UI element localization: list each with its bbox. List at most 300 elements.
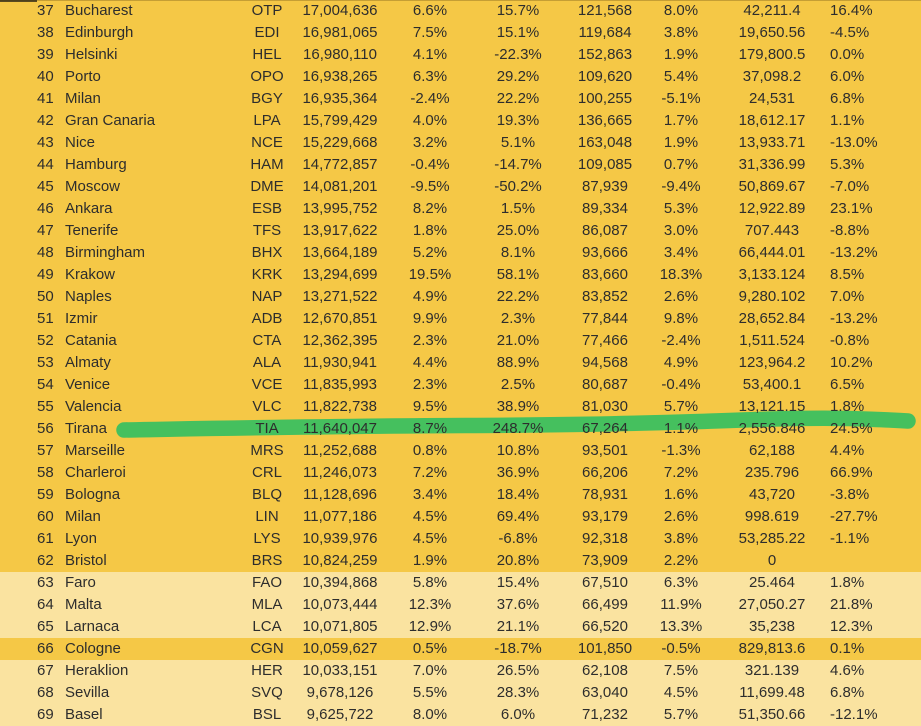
cell-value2[interactable]: 77,844 (582, 310, 628, 327)
cell-pct4[interactable]: -1.1% (830, 530, 870, 547)
cell-rank[interactable]: 42 (37, 112, 54, 129)
cell-value3[interactable]: 1,511.524 (739, 332, 805, 349)
cell-rank[interactable]: 38 (37, 24, 54, 41)
cell-pct4[interactable]: 7.0% (830, 288, 865, 305)
cell-city[interactable]: Tirana (65, 420, 107, 437)
cell-city[interactable]: Lyon (65, 530, 97, 547)
cell-airport-code[interactable]: TIA (255, 420, 279, 437)
cell-value3[interactable]: 13,933.71 (738, 134, 806, 151)
cell-airport-code[interactable]: ALA (252, 354, 282, 371)
cell-value3[interactable]: 829,813.6 (738, 640, 806, 657)
cell-pct2[interactable]: 37.6% (496, 596, 540, 613)
cell-airport-code[interactable]: FAO (251, 574, 282, 591)
cell-pct2[interactable]: 22.2% (496, 90, 540, 107)
cell-city[interactable]: Charleroi (65, 464, 126, 481)
cell-pct3[interactable]: 0.7% (663, 156, 699, 173)
cell-pct4[interactable]: 6.0% (830, 68, 865, 85)
cell-value1[interactable]: 10,394,868 (302, 574, 378, 591)
cell-pct4[interactable]: 0.1% (830, 640, 865, 657)
cell-pct4[interactable]: -0.8% (830, 332, 870, 349)
cell-rank[interactable]: 67 (37, 662, 54, 679)
cell-value2[interactable]: 119,684 (578, 24, 632, 41)
cell-rank[interactable]: 41 (37, 90, 54, 107)
cell-pct4[interactable]: 1.1% (830, 112, 865, 129)
cell-pct3[interactable]: 18.3% (659, 266, 703, 283)
cell-value2[interactable]: 66,206 (582, 464, 628, 481)
cell-pct4[interactable]: 1.8% (830, 574, 865, 591)
cell-pct2[interactable]: 38.9% (496, 398, 540, 415)
cell-pct2[interactable]: 21.1% (496, 618, 540, 635)
cell-pct4[interactable] (830, 550, 921, 572)
cell-airport-code[interactable]: BLQ (251, 486, 282, 503)
cell-airport-code[interactable]: MRS (250, 442, 284, 459)
cell-city[interactable]: Naples (65, 288, 112, 305)
cell-pct1[interactable]: 1.9% (412, 552, 448, 569)
cell-value1[interactable]: 11,822,738 (303, 398, 377, 415)
cell-value1[interactable]: 10,033,151 (302, 662, 378, 679)
cell-airport-code[interactable]: LPA (253, 112, 281, 129)
cell-pct2[interactable]: -14.7% (494, 156, 542, 173)
cell-value1[interactable]: 17,004,636 (302, 2, 378, 19)
cell-city[interactable]: Tenerife (65, 222, 119, 239)
cell-pct3[interactable]: -0.5% (661, 640, 701, 657)
cell-pct1[interactable]: 5.8% (412, 574, 448, 591)
cell-airport-code[interactable]: BSL (252, 706, 282, 723)
cell-city[interactable]: Almaty (65, 354, 111, 371)
cell-rank[interactable]: 57 (37, 442, 54, 459)
cell-pct1[interactable]: 4.5% (412, 508, 448, 525)
cell-value3[interactable]: 123,964.2 (738, 354, 806, 371)
cell-value1[interactable]: 14,081,201 (302, 178, 378, 195)
cell-value3[interactable]: 62,188 (749, 442, 795, 459)
cell-rank[interactable]: 51 (37, 310, 54, 327)
cell-pct2[interactable]: -50.2% (494, 178, 542, 195)
cell-pct2[interactable]: 69.4% (496, 508, 540, 525)
cell-pct1[interactable]: 4.1% (412, 46, 448, 63)
cell-pct4[interactable]: -13.2% (830, 310, 878, 327)
cell-pct1[interactable]: 9.5% (412, 398, 448, 415)
cell-rank[interactable]: 55 (37, 398, 54, 415)
cell-pct1[interactable]: -2.4% (410, 90, 450, 107)
cell-value3[interactable]: 179,800.5 (738, 46, 806, 63)
cell-value3[interactable]: 27,050.27 (738, 596, 806, 613)
cell-value1[interactable]: 10,939,976 (302, 530, 378, 547)
cell-pct3[interactable]: 7.5% (663, 662, 699, 679)
cell-pct3[interactable]: -1.3% (661, 442, 701, 459)
cell-value3[interactable]: 51,350.66 (738, 706, 806, 723)
cell-value2[interactable]: 83,660 (582, 266, 628, 283)
cell-value1[interactable]: 11,835,993 (303, 376, 377, 393)
cell-pct2[interactable]: 88.9% (496, 354, 540, 371)
cell-value2[interactable]: 93,179 (582, 508, 628, 525)
cell-pct2[interactable]: 15.4% (496, 574, 540, 591)
cell-pct4[interactable]: -8.8% (830, 222, 870, 239)
cell-value1[interactable]: 13,294,699 (302, 266, 378, 283)
cell-pct2[interactable]: 20.8% (496, 552, 540, 569)
cell-pct4[interactable]: 6.8% (830, 90, 865, 107)
cell-city[interactable]: Catania (65, 332, 117, 349)
cell-city[interactable]: Larnaca (65, 618, 120, 635)
cell-pct1[interactable]: 5.5% (412, 684, 448, 701)
cell-value3[interactable]: 235.796 (744, 464, 800, 481)
cell-value2[interactable]: 80,687 (582, 376, 628, 393)
cell-city[interactable]: Nice (65, 134, 96, 151)
cell-airport-code[interactable]: NCE (251, 134, 283, 151)
cell-rank[interactable]: 54 (37, 376, 54, 393)
cell-airport-code[interactable]: LIN (255, 508, 279, 525)
cell-pct1[interactable]: 0.5% (412, 640, 448, 657)
cell-pct3[interactable]: 3.4% (663, 244, 699, 261)
cell-rank[interactable]: 69 (37, 706, 54, 723)
cell-rank[interactable]: 44 (37, 156, 54, 173)
cell-value3[interactable]: 53,400.1 (742, 376, 802, 393)
cell-pct1[interactable]: 8.2% (412, 200, 448, 217)
cell-value2[interactable]: 100,255 (577, 90, 633, 107)
cell-value2[interactable]: 73,909 (582, 552, 628, 569)
cell-pct1[interactable]: 3.2% (412, 134, 448, 151)
cell-pct3[interactable]: -2.4% (661, 332, 701, 349)
cell-pct2[interactable]: 5.1% (500, 134, 536, 151)
cell-value1[interactable]: 11,252,688 (303, 442, 377, 459)
cell-pct2[interactable]: 18.4% (496, 486, 540, 503)
cell-airport-code[interactable]: KRK (251, 266, 283, 283)
cell-pct4[interactable]: -13.0% (830, 134, 878, 151)
cell-value3[interactable]: 12,922.89 (738, 200, 806, 217)
cell-airport-code[interactable]: MLA (251, 596, 283, 613)
cell-value1[interactable]: 10,071,805 (302, 618, 378, 635)
cell-pct3[interactable]: 1.7% (663, 112, 699, 129)
cell-value3[interactable]: 53,285.22 (738, 530, 806, 547)
cell-rank[interactable]: 45 (37, 178, 54, 195)
cell-pct3[interactable]: -9.4% (661, 178, 701, 195)
cell-airport-code[interactable]: LCA (252, 618, 282, 635)
cell-pct1[interactable]: 4.5% (412, 530, 448, 547)
cell-value1[interactable]: 11,077,186 (303, 508, 377, 525)
cell-pct4[interactable]: -4.5% (830, 24, 870, 41)
cell-value1[interactable]: 16,938,265 (302, 68, 378, 85)
cell-airport-code[interactable]: EDI (254, 24, 280, 41)
cell-airport-code[interactable]: NAP (251, 288, 283, 305)
cell-value3[interactable]: 2,556.846 (738, 420, 806, 437)
cell-value2[interactable]: 78,931 (582, 486, 628, 503)
cell-value1[interactable]: 11,246,073 (303, 464, 377, 481)
cell-value1[interactable]: 11,640,047 (303, 420, 377, 437)
cell-pct3[interactable]: 2.6% (663, 288, 699, 305)
cell-value3[interactable]: 31,336.99 (738, 156, 806, 173)
cell-airport-code[interactable]: CGN (250, 640, 284, 657)
cell-pct4[interactable]: 24.5% (830, 420, 873, 437)
cell-pct2[interactable]: -18.7% (494, 640, 542, 657)
cell-value2[interactable]: 89,334 (582, 200, 628, 217)
cell-pct3[interactable]: 1.1% (663, 420, 699, 437)
cell-pct3[interactable]: -0.4% (661, 376, 701, 393)
cell-pct4[interactable]: 6.8% (830, 684, 865, 701)
cell-city[interactable]: Izmir (65, 310, 98, 327)
cell-value3[interactable]: 11,699.48 (739, 684, 805, 701)
cell-value2[interactable]: 163,048 (577, 134, 633, 151)
cell-pct2[interactable]: -22.3% (494, 46, 542, 63)
cell-value3[interactable]: 18,612.17 (738, 112, 806, 129)
cell-pct4[interactable]: 5.3% (830, 156, 865, 173)
cell-airport-code[interactable]: HAM (250, 156, 284, 173)
cell-pct2[interactable]: 28.3% (496, 684, 540, 701)
cell-value1[interactable]: 13,995,752 (302, 200, 378, 217)
cell-rank[interactable]: 52 (37, 332, 54, 349)
cell-pct4[interactable]: -7.0% (830, 178, 870, 195)
cell-pct1[interactable]: 12.3% (408, 596, 452, 613)
cell-pct2[interactable]: 25.0% (496, 222, 540, 239)
cell-value1[interactable]: 10,059,627 (302, 640, 378, 657)
cell-rank[interactable]: 68 (37, 684, 54, 701)
cell-pct4[interactable]: 4.4% (830, 442, 865, 459)
cell-city[interactable]: Milan (65, 508, 101, 525)
cell-value1[interactable]: 16,935,364 (302, 90, 378, 107)
cell-airport-code[interactable]: BGY (251, 90, 283, 107)
cell-rank[interactable]: 60 (37, 508, 54, 525)
cell-value1[interactable]: 12,670,851 (302, 310, 378, 327)
cell-airport-code[interactable]: OTP (251, 2, 283, 19)
cell-airport-code[interactable]: VLC (252, 398, 282, 415)
cell-rank[interactable]: 40 (37, 68, 54, 85)
cell-city[interactable]: Milan (65, 90, 101, 107)
cell-pct1[interactable]: 5.2% (412, 244, 448, 261)
cell-pct1[interactable]: 6.6% (412, 2, 448, 19)
cell-city[interactable]: Hamburg (65, 156, 127, 173)
cell-value2[interactable]: 87,939 (582, 178, 628, 195)
cell-pct1[interactable]: 4.9% (412, 288, 448, 305)
cell-value2[interactable]: 101,850 (577, 640, 633, 657)
cell-rank[interactable]: 66 (37, 640, 54, 657)
cell-pct4[interactable]: -3.8% (830, 486, 870, 503)
cell-value1[interactable]: 11,930,941 (303, 354, 377, 371)
cell-pct1[interactable]: -0.4% (410, 156, 450, 173)
cell-pct2[interactable]: 19.3% (496, 112, 540, 129)
cell-value2[interactable]: 136,665 (577, 112, 633, 129)
cell-pct3[interactable]: 3.8% (663, 24, 699, 41)
cell-pct3[interactable]: 1.9% (663, 134, 699, 151)
cell-city[interactable]: Basel (65, 706, 103, 723)
cell-value3[interactable]: 707.443 (744, 222, 800, 239)
cell-value1[interactable]: 14,772,857 (302, 156, 378, 173)
cell-city[interactable]: Porto (65, 68, 101, 85)
cell-pct4[interactable]: 21.8% (830, 596, 873, 613)
cell-pct1[interactable]: 0.8% (412, 442, 448, 459)
cell-value1[interactable]: 9,625,722 (306, 706, 374, 723)
cell-pct3[interactable]: 4.9% (663, 354, 699, 371)
cell-value3[interactable]: 42,211.4 (743, 2, 801, 19)
cell-pct2[interactable]: 8.1% (500, 244, 536, 261)
cell-pct4[interactable]: 12.3% (830, 618, 873, 635)
cell-airport-code[interactable]: TFS (252, 222, 282, 239)
cell-pct4[interactable]: 16.4% (830, 2, 873, 19)
cell-pct1[interactable]: 8.0% (412, 706, 448, 723)
cell-rank[interactable]: 62 (37, 552, 54, 569)
cell-value1[interactable]: 12,362,395 (302, 332, 378, 349)
cell-pct1[interactable]: 8.7% (412, 420, 448, 437)
cell-value1[interactable]: 9,678,126 (306, 684, 374, 701)
cell-value3[interactable]: 9,280.102 (738, 288, 806, 305)
cell-rank[interactable]: 43 (37, 134, 54, 151)
cell-rank[interactable]: 65 (37, 618, 54, 635)
cell-value2[interactable]: 62,108 (582, 662, 628, 679)
cell-pct4[interactable]: -12.1% (830, 706, 878, 723)
cell-value2[interactable]: 94,568 (582, 354, 628, 371)
cell-pct3[interactable]: 2.6% (663, 508, 699, 525)
cell-rank[interactable]: 46 (37, 200, 54, 217)
cell-city[interactable]: Cologne (65, 640, 121, 657)
cell-airport-code[interactable]: HER (251, 662, 283, 679)
cell-pct3[interactable]: 8.0% (663, 2, 699, 19)
cell-value3[interactable]: 321.139 (744, 662, 800, 679)
cell-value1[interactable]: 13,271,522 (302, 288, 378, 305)
cell-pct1[interactable]: 4.4% (412, 354, 448, 371)
cell-value3[interactable]: 28,652.84 (738, 310, 806, 327)
cell-pct1[interactable]: 1.8% (412, 222, 448, 239)
cell-value2[interactable]: 152,863 (577, 46, 633, 63)
cell-city[interactable]: Bristol (65, 552, 107, 569)
cell-city[interactable]: Malta (65, 596, 102, 613)
cell-pct2[interactable]: 2.5% (500, 376, 536, 393)
cell-pct2[interactable]: -6.8% (498, 530, 538, 547)
cell-pct2[interactable]: 10.8% (496, 442, 540, 459)
cell-city[interactable]: Bologna (65, 486, 121, 503)
cell-value1[interactable]: 13,664,189 (302, 244, 378, 261)
cell-pct4[interactable]: 6.5% (830, 376, 865, 393)
cell-airport-code[interactable]: CRL (251, 464, 282, 481)
cell-pct3[interactable]: 6.3% (663, 574, 699, 591)
cell-rank[interactable]: 49 (37, 266, 54, 283)
cell-airport-code[interactable]: VCE (251, 376, 283, 393)
cell-pct3[interactable]: 5.4% (663, 68, 699, 85)
cell-city[interactable]: Moscow (65, 178, 121, 195)
cell-value2[interactable]: 67,510 (582, 574, 628, 591)
cell-airport-code[interactable]: LYS (253, 530, 281, 547)
cell-pct4[interactable]: -13.2% (830, 244, 878, 261)
cell-pct3[interactable]: 5.7% (663, 398, 699, 415)
cell-value3[interactable]: 25.464 (749, 574, 795, 591)
cell-value3[interactable]: 66,444.01 (738, 244, 806, 261)
cell-pct2[interactable]: 36.9% (496, 464, 540, 481)
cell-city[interactable]: Ankara (65, 200, 113, 217)
cell-value2[interactable]: 93,666 (582, 244, 628, 261)
cell-pct2[interactable]: 21.0% (496, 332, 540, 349)
cell-value2[interactable]: 93,501 (582, 442, 628, 459)
cell-value2[interactable]: 71,232 (582, 706, 628, 723)
cell-value1[interactable]: 15,229,668 (302, 134, 378, 151)
cell-city[interactable]: Birmingham (65, 244, 146, 261)
cell-rank[interactable]: 48 (37, 244, 54, 261)
cell-city[interactable]: Helsinki (65, 46, 118, 63)
cell-airport-code[interactable]: BHX (251, 244, 283, 261)
cell-pct3[interactable]: 13.3% (659, 618, 703, 635)
cell-pct2[interactable]: 26.5% (496, 662, 540, 679)
cell-city[interactable]: Edinburgh (65, 24, 134, 41)
cell-value3[interactable]: 19,650.56 (738, 24, 806, 41)
cell-value3[interactable]: 13,121.15 (738, 398, 806, 415)
cell-pct4[interactable]: 0.0% (830, 46, 865, 63)
cell-pct4[interactable]: -27.7% (830, 508, 878, 525)
cell-pct2[interactable]: 29.2% (496, 68, 540, 85)
cell-pct3[interactable]: -5.1% (661, 90, 701, 107)
cell-value1[interactable]: 13,917,622 (302, 222, 378, 239)
cell-rank[interactable]: 59 (37, 486, 54, 503)
cell-airport-code[interactable]: DME (250, 178, 284, 195)
cell-pct3[interactable]: 2.2% (663, 552, 699, 569)
cell-value2[interactable]: 77,466 (582, 332, 628, 349)
cell-pct2[interactable]: 22.2% (496, 288, 540, 305)
cell-rank[interactable]: 58 (37, 464, 54, 481)
cell-pct4[interactable]: 23.1% (830, 200, 873, 217)
cell-value3[interactable]: 3,133.124 (738, 266, 806, 283)
cell-pct4[interactable]: 66.9% (830, 464, 873, 481)
cell-value2[interactable]: 109,085 (577, 156, 633, 173)
cell-rank[interactable]: 63 (37, 574, 54, 591)
cell-value3[interactable]: 35,238 (749, 618, 795, 635)
cell-value1[interactable]: 16,980,110 (303, 46, 377, 63)
cell-pct3[interactable]: 11.9% (660, 596, 702, 613)
cell-value2[interactable]: 66,499 (582, 596, 628, 613)
cell-airport-code[interactable]: BRS (251, 552, 283, 569)
cell-pct1[interactable]: 2.3% (412, 332, 448, 349)
cell-value3[interactable]: 43,720 (749, 486, 795, 503)
cell-rank[interactable]: 53 (37, 354, 54, 371)
cell-pct1[interactable]: 12.9% (408, 618, 452, 635)
cell-pct2[interactable]: 15.1% (496, 24, 540, 41)
cell-pct3[interactable]: 1.6% (663, 486, 699, 503)
cell-pct3[interactable]: 3.8% (663, 530, 699, 547)
cell-value3[interactable]: 998.619 (744, 508, 800, 525)
cell-rank[interactable]: 50 (37, 288, 54, 305)
cell-pct2[interactable]: 248.7% (492, 420, 544, 437)
cell-pct1[interactable]: 7.5% (412, 24, 448, 41)
cell-city[interactable]: Valencia (65, 398, 122, 415)
cell-value2[interactable]: 67,264 (582, 420, 628, 437)
cell-pct2[interactable]: 2.3% (500, 310, 536, 327)
cell-rank[interactable]: 47 (37, 222, 54, 239)
cell-city[interactable]: Venice (65, 376, 111, 393)
cell-rank[interactable]: 61 (37, 530, 54, 547)
cell-rank[interactable]: 64 (37, 596, 54, 613)
cell-pct1[interactable]: 3.4% (412, 486, 448, 503)
cell-pct4[interactable]: 10.2% (830, 354, 873, 371)
cell-value2[interactable]: 109,620 (577, 68, 633, 85)
cell-value2[interactable]: 81,030 (582, 398, 628, 415)
cell-value2[interactable]: 63,040 (582, 684, 628, 701)
cell-value2[interactable]: 121,568 (577, 2, 633, 19)
cell-pct2[interactable]: 6.0% (500, 706, 536, 723)
cell-city[interactable]: Sevilla (65, 684, 110, 701)
cell-pct4[interactable]: 8.5% (830, 266, 865, 283)
cell-airport-code[interactable]: ADB (251, 310, 283, 327)
cell-rank[interactable]: 37 (37, 2, 54, 19)
cell-city[interactable]: Heraklion (65, 662, 129, 679)
cell-city[interactable]: Gran Canaria (65, 112, 156, 129)
cell-value2[interactable]: 83,852 (582, 288, 628, 305)
cell-pct1[interactable]: 2.3% (412, 376, 448, 393)
cell-value1[interactable]: 11,128,696 (303, 486, 377, 503)
cell-city[interactable]: Krakow (65, 266, 116, 283)
cell-city[interactable]: Bucharest (65, 2, 133, 19)
cell-pct3[interactable]: 9.8% (663, 310, 699, 327)
cell-airport-code[interactable]: CTA (252, 332, 282, 349)
cell-pct3[interactable]: 4.5% (663, 684, 699, 701)
cell-pct3[interactable]: 5.7% (663, 706, 699, 723)
cell-value2[interactable]: 86,087 (582, 222, 628, 239)
cell-value3[interactable]: 0 (767, 552, 777, 569)
cell-value2[interactable]: 66,520 (582, 618, 628, 635)
cell-airport-code[interactable]: ESB (251, 200, 282, 217)
cell-pct1[interactable]: 19.5% (408, 266, 452, 283)
